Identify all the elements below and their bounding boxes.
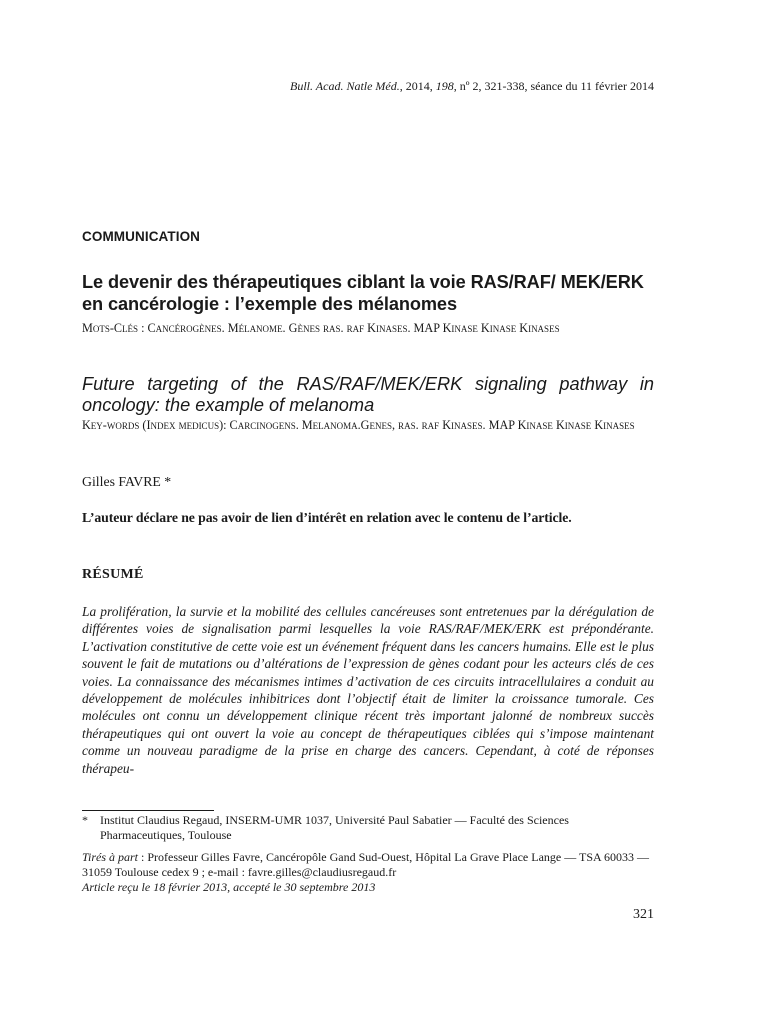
keywords-french: Mots-Clés : Cancérogènes. Mélanome. Gènes ras. raf Kinases. MAP Kinase Kinase Kinases [82,321,560,335]
article-page [82,0,654,1024]
journal-volume: 198 [435,79,454,93]
footnote-marker: * [82,813,88,827]
section-label: COMMUNICATION [82,229,201,244]
journal-citation [82,79,654,94]
resume-heading: RÉSUMÉ [82,567,144,582]
footnote-text: Institut Claudius Regaud, INSERM-UMR 1037, Université Paul Sabatier — Faculté des Sciences Pharmaceutiques, Toulouse [100,813,569,842]
received-dates: Article reçu le 18 février 2013, accepté le 30 septembre 2013 [82,880,376,894]
reprints-contact [82,850,654,880]
journal-name: Bull. Acad. Natle Méd. [290,79,400,93]
reprints-label: Tirés à part [82,850,139,864]
affiliation-footnote [82,813,654,843]
reprints-text: : Professeur Gilles Favre, Cancéropôle Gand Sud-Ouest, Hôpital La Grave Place Lange — TSA 60033 — 31059 Toulouse cedex 9 ; e-mail : favre.gilles@claudiusregaud.fr [82,850,650,879]
title-french: Le devenir des thérapeutiques ciblant la voie RAS/RAF/ MEK/ERK en cancérologie : l’exemple des mélanomes [82,272,644,314]
abstract-text: La prolifération, la survie et la mobilité des cellules cancéreuses sont entretenues par la dérégulation de différentes voies de signalisation parmi lesquelles la voie RAS/RAF/MEK/ERK est prépondérante. L’activation constitutive de cette voie est un événement fréquent dans les cancers humains. Elle est le plus souvent le fait de mutations ou d’altérations de l’expression de gènes codant pour les acteurs clés de ces voies. La connaissance des mécanismes intimes d’activation de ces circuits intracellulaires a conduit au développement de molécules inhibitrices dont l’objectif était de limiter la croissance tumorale. Ces molécules ont connu un développement clinique récent très important jalonné de nombreux succès thérapeutiques qui ont ouvert la voie au concept de thérapeutiques ciblées qui s’impose maintenant comme un nouveau paradigme de la prise en charge des cancers. Cependant, à coté de réponses thérapeu- [82,604,654,776]
page-number: 321 [633,907,654,922]
citation-sep: , 2014, [399,79,436,93]
author-name: Gilles FAVRE * [82,474,172,489]
title-english: Future targeting of the RAS/RAF/MEK/ERK signaling pathway in oncology: the example of melanoma [82,374,654,415]
conflict-of-interest-statement: L’auteur déclare ne pas avoir de lien d’intérêt en relation avec le contenu de l’article. [82,510,572,525]
footnote-divider [82,810,214,811]
citation-details: , nº 2, 321-338, séance du 11 février 2014 [453,79,654,93]
keywords-english: Key-words (Index medicus): Carcinogens. Melanoma.Genes, ras. raf Kinases. MAP Kinase Kinase Kinases [82,418,635,432]
